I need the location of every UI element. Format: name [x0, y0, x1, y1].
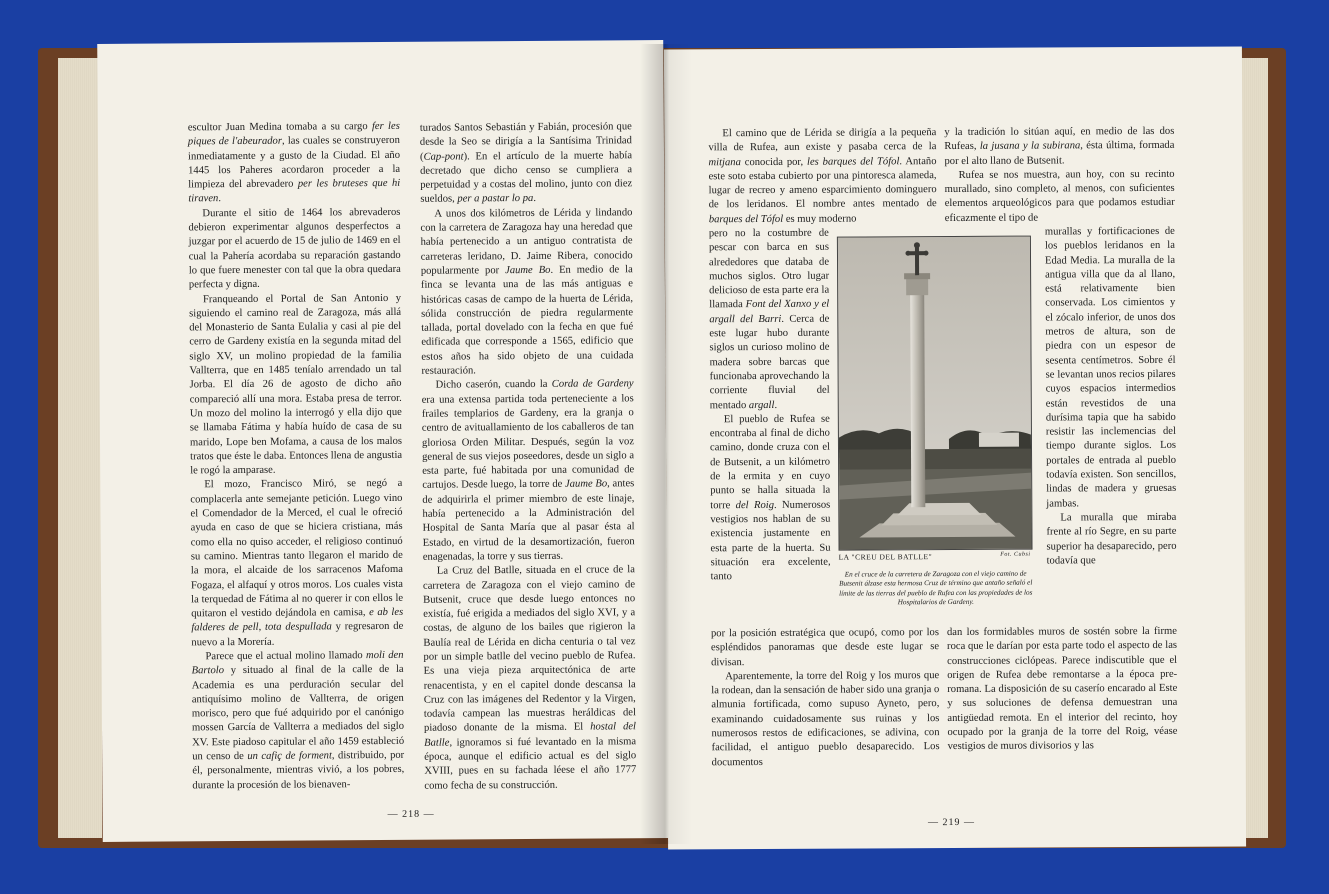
paragraph: y la tradición lo sitúan aquí, en medio de las dos Rufeas, la jusana y la subirana, ésta última, formada por el alto llano de Butsenit. — [944, 125, 1175, 167]
right-page-column-2-narrow — [1045, 225, 1177, 569]
left-page-column-2 — [420, 120, 637, 793]
paragraph: Dicho caserón, cuando la Corda de Gardeny era una extensa partida toda perteneciente a los frailes templarios de Gardeny, era la granja o centro de avituallamiento de los caballeros de tan gloriosa Orden Militar. Después, según la voz general de sus viejos poseedores, desde un siglo a esta parte, fué habitada por una comunidad de cartujos. Desde luego, la torre de Jaume Bo, antes de adquirirla el primer miembro de este linaje, había pertenecido a la Administración del Hospital de Santa María que al pasar ésta al Estado, en virtud de la desamortización, fueron enagenadas, la torre y sus tierras. — [421, 378, 635, 563]
paragraph: por la posición estratégica que ocupó, como por los espléndidos panoramas que desde este lugar se divisan. — [710, 627, 940, 668]
left-page-column-1 — [188, 120, 405, 793]
page-number: — 218 — — [387, 808, 435, 820]
paragraph: El pueblo de Rufea se encontraba al final de dicho camino, donde cruza con el de Butsenit, a un kilómetro de la ermita y en cuyo punto se halla situada la torre del Roig. Numerosos vestigios nos hablan de su existencia justamente en esta parte de la huerta. Su situación era excelente, tanto — [709, 413, 831, 583]
right-page-column-2-top — [944, 125, 1175, 226]
right-page-column-2-bottom — [947, 625, 1178, 755]
paragraph: pero no la costumbre de pescar con barca en sus alrededores que databa de muchos siglos. Otro lugar delicioso de esta parte era la llamada Font del Xanxo y el argall del Barri. Cerca de este lugar hubo durante siglos un curioso molino de madera sobre barcas que funcionaba aprovechando la corriente fluvial del mentado argall. — [708, 227, 830, 411]
paragraph: La Cruz del Batlle, situada en el cruce de la carretera de Zaragoza con el viejo camino de Butsenit, cruce que desde luego entonces no existía, fué erigida a mediados del siglo XVI, y a costas, de alguno de los bailes que rigieron la Baulía real de Lérida en dicha centuria o tal vez por un simple batlle del vecino pueblo de Rufea. Es una vieja pieza arquitectónica de arte renacentista, y en el capitel donde descansa la Cruz con las imágenes del Redentor y la Virgen, todavía campean las muestras heráldicas del piadoso donante de la misma. El hostal del Batlle, ignoramos si fué levantado en la misma época, aunque el edificio actual es del siglo XVIII, pues en su fachada léese el año 1777 como fecha de su construcción. — [422, 564, 637, 792]
cross-photo-image — [838, 237, 1032, 550]
left-page — [97, 40, 669, 842]
paragraph: El mozo, Francisco Miró, se negó a complacerla ante semejante petición. Luego vino el Comendador de la Merced, el cual le ofreció ayuda en caso de que se hiciera cristiana, más como ella no quiso acceder, el religioso continuó su camino. Mientras tanto llegaron el marido de la mora, el alcaide de los sarracenos Mafoma Fogaza, el alfaquí y otros moros. Los cuales vista la terquedad de Fátima al no querer ir con ellos le quitaron el vestido dejándola en camisa, e ab les falderes de pell, tota despullada y regresaron de nuevo a la Morería. — [190, 478, 404, 649]
paragraph: escultor Juan Medina tomaba a su cargo fer les piques de l'abeurador, las cuales se construyeron inmediatamente y a gusto de la Ciudad. El año 1445 los Paheres acordaron proceder a la limpieza del abrevadero per les bruteses que hi tiraven. — [187, 120, 401, 205]
paragraph: murallas y fortificaciones de los pueblos leridanos en la Edad Media. La muralla de la antigua villa que da al llano, está relativamente bien conservada. Los cimientos y el zócalo inferior, de unos dos metros de altura, son de piedra con un espesor de sesenta centímetros. Sobre él se levantan unos recios pilares cuyos espacios intermedios están revestidos de una durísima tapia que ha sabido resistir las inclemencias del tiempo durante siglos. Los portales de entrada al pueblo todavía existen. Son sencillos, lindas de madera y gruesas jambas. — [1044, 225, 1177, 510]
paragraph: Rufea se nos muestra, aun hoy, con su recinto murallado, sino completo, al menos, con suficientes elementos arqueológicos para que podamos estudiar eficazmente el tipo de — [944, 168, 1175, 224]
photo-credit: Fot. Cubsi — [1000, 551, 1031, 558]
paragraph: Aparentemente, la torre del Roig y los muros que la rodean, dan la sensación de haber sido una granja o almunia fortificada, como supuso Ayneto, pero, examinando cuidadosamente sus ruinas y los numerosos restos de edificaciones, se adivina, con facilidad, el antiguo pueblo desaparecido. Los documentos — [711, 669, 940, 768]
paragraph: A unos dos kilómetros de Lérida y lindando con la carretera de Zaragoza hay una heredad que había pertenecido a un antiguo contratista de carreteras leridano, D. Jaime Ribera, conocido popularmente por Jaume Bo. En medio de la finca se levanta una de las más antiguas e históricas casas de campo de la huerta de Lérida, sólida construcción de piedra regularmente tallada, portal dovelado con la fecha en que fué edificada que corresponde a 1565, edificio que estos años ha sido objeto de una cuidada restauración. — [420, 207, 634, 377]
right-page-column-1-top — [708, 126, 937, 227]
paragraph: Parece que el actual molino llamado moli den Bartolo y situado al final de la calle de la Academia es una perduración secular del antiquísimo molino de Vallterra, de origen morisco, pero que fué adquirido por el canónigo mossen García de Vallterra a mediados del siglo XV. Este piadoso capitular el año 1459 estableció un censo de un cafiç de forment, distribuido, por él, personalmente, mientras vivió, a los pobres, durante la procesión de los bienaven- — [191, 649, 405, 791]
paragraph: El camino que de Lérida se dirigía a la pequeña villa de Rufea, aun existe y pasaba cerca de la mitjana conocida por, les barques del Tófol. Antaño este soto estaba cubierto por una pintoresca alameda, lugar de recreo y ameno esparcimiento dominguero de los leridanos. El nombre antes mentado de barques del Tófol es muy moderno — [708, 127, 937, 226]
right-page — [664, 46, 1246, 849]
paragraph: Franqueando el Portal de San Antonio y siguiendo el camino real de Zaragoza, más allá del Monasterio de Santa Eulalia y casi al pie del cerro de Gardeny existía en la segunda mitad del siglo XV, un molino propiedad de la familia Vallterra, que en 1485 teníalo arrendado un tal Jorba. El día 26 de agosto de dicho año compareció allí una mora. Estaba presa de terror. Un mozo del molino la interrogó y ella dijo que se llamaba Fátima y había huído de casa de su marido, Lope ben Mofama, a causa de los malos tratos que éste le daba. Entonces llena de angustia le rogó la amparase. — [189, 292, 403, 477]
right-page-column-1-bottom — [711, 626, 940, 770]
right-page-column-1-narrow — [709, 227, 831, 585]
paragraph: turados Santos Sebastián y Fabián, procesión que desde la Seo se dirigía a la Santísima Trinidad (Cap-pont). En el artículo de la muerte había decretado que dicho censo se cumpliera a perpetuidad y a costas del molino, junto con diez sueldos, per a pastar lo pa. — [419, 121, 633, 206]
figure-caption: En el cruce de la carretera de Zaragoza con el viejo camino de Butsenit álzase esta hermosa Cruz de término que antaño señaló el límite de las tierras del pueblo de Rufea con las propiedades de los Hospitalarios de Gardeny. — [839, 569, 1033, 607]
figure-caption-title — [839, 552, 1031, 562]
paragraph: La muralla que miraba frente al río Segre, en su parte superior ha desaparecido, pero todavía que — [1046, 511, 1177, 567]
paragraph: dan los formidables muros de sostén sobre la firme roca que le darían por esta parte todo el aspecto de las construcciones ciclópeas. Parece indiscutible que el origen de Rufea debe remontarse a la época pre-romana. La disposición de su caserío encarado al Este y sus soluciones de defensa demuestran una antigüedad remota. En el interior del recinto, hoy ocupado por la granja de la torre del Roig, véase vestigios de muros divisorios y las — [946, 625, 1178, 753]
page-number: — 219 — — [927, 816, 975, 829]
figure-title: LA "CREU DEL BATLLE" — [838, 552, 933, 562]
cross-photograph — [837, 236, 1033, 551]
left-page-edges — [58, 58, 102, 838]
paragraph: Durante el sitio de 1464 los abrevaderos debieron experimentar algunos desperfectos a juzgar por el acuerdo de 15 de julio de 1469 en el cual la Pahería acordaba su reparación gastando lo que fuere menester con tal que la obra quedara perfecta y digna. — [188, 206, 401, 291]
